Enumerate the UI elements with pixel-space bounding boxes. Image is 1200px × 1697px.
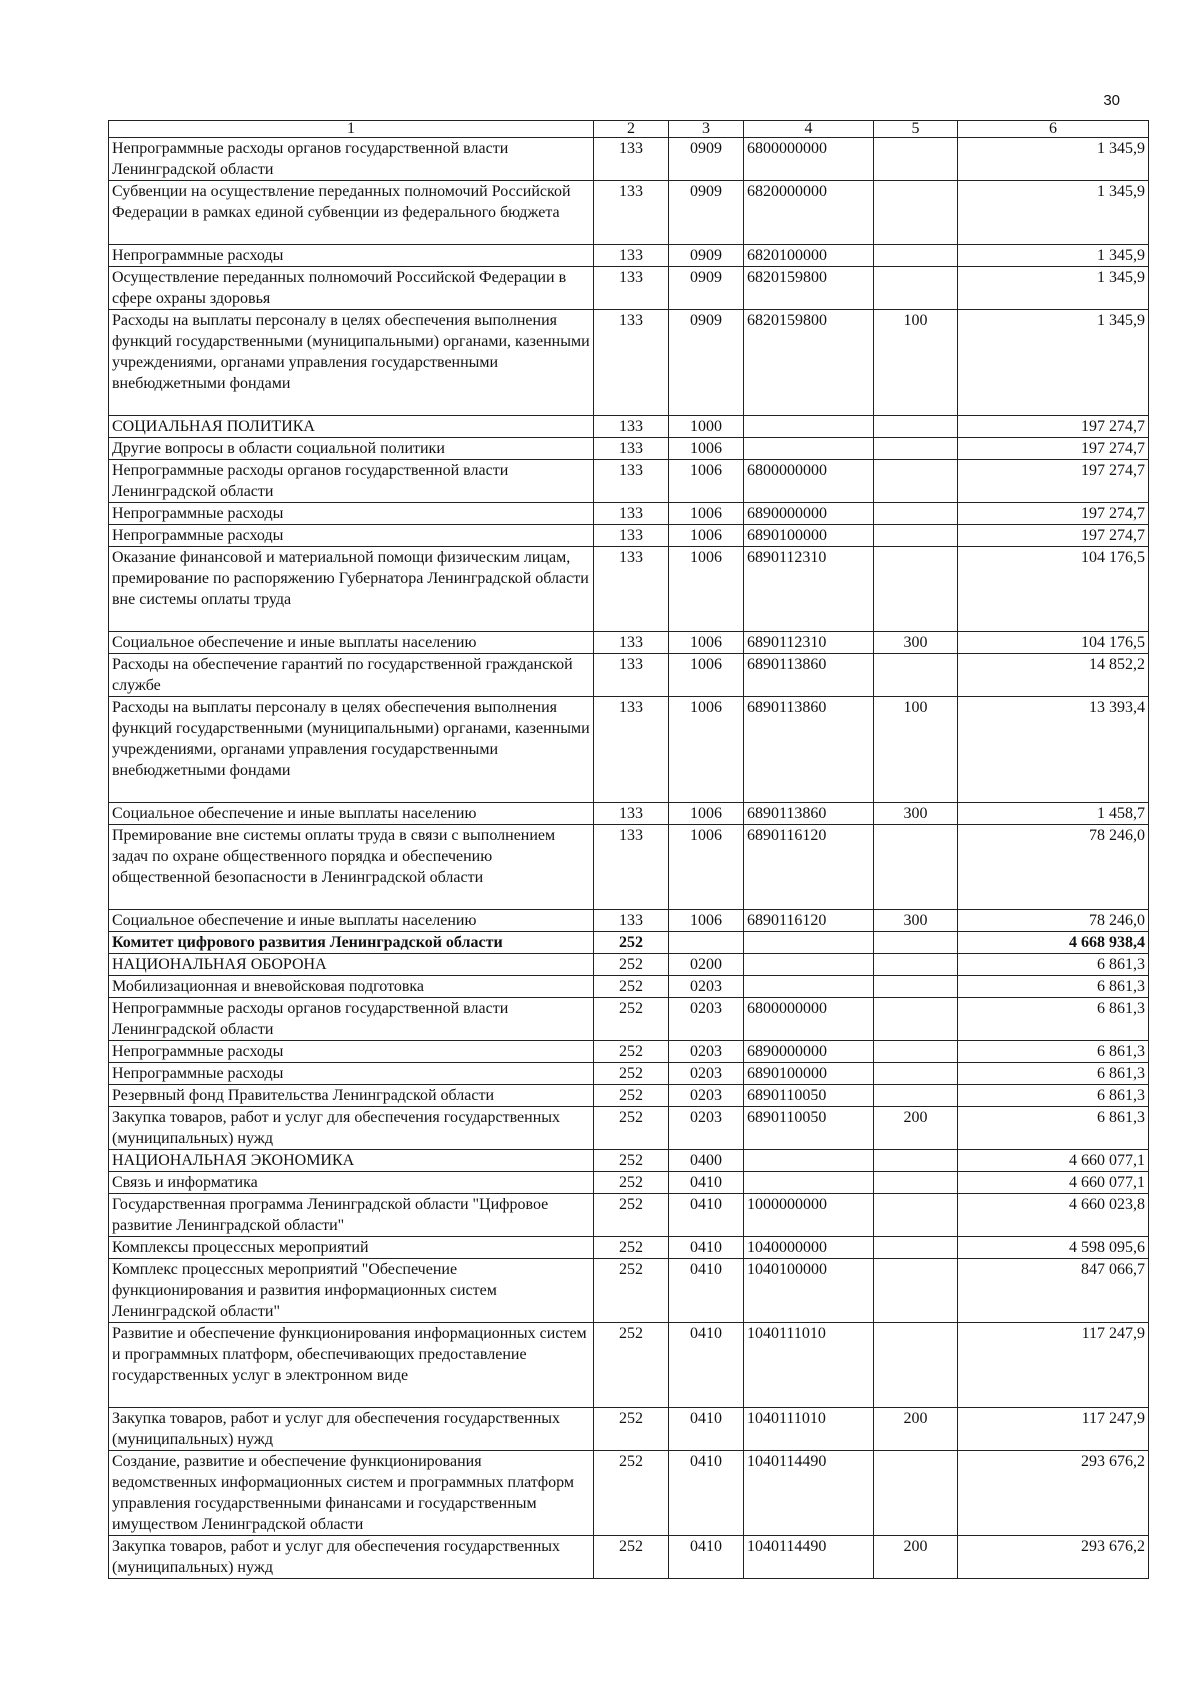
row-admin-code: 133: [594, 267, 669, 310]
column-header: 1: [109, 121, 594, 138]
table-row: [109, 1237, 1149, 1259]
row-admin-code: 252: [594, 1063, 669, 1085]
row-section-code: 0909: [669, 310, 744, 416]
row-admin-code: 252: [594, 976, 669, 998]
row-admin-code: 252: [594, 1536, 669, 1579]
row-section-code: 0410: [669, 1451, 744, 1536]
row-expense-type: [874, 460, 958, 503]
row-amount: 4 668 938,4: [958, 932, 1149, 954]
row-name: Мобилизационная и вневойсковая подготовка: [109, 976, 594, 998]
row-amount: 1 345,9: [958, 181, 1149, 245]
row-expense-type: [874, 654, 958, 697]
table-row: [109, 245, 1149, 267]
row-section-code: 0909: [669, 267, 744, 310]
row-section-code: 0203: [669, 1107, 744, 1150]
row-name: Государственная программа Ленинградской области "Цифровое развитие Ленинградской области": [109, 1194, 594, 1237]
row-name: Непрограммные расходы органов государственной власти Ленинградской области: [109, 138, 594, 181]
row-expense-type: 300: [874, 910, 958, 932]
row-section-code: 0410: [669, 1323, 744, 1408]
row-name: Расходы на выплаты персоналу в целях обеспечения выполнения функций государственными (муниципальными) органами, казенными учреждениями, органами управления государственными внебюджетными фондами: [109, 310, 594, 416]
row-target-article: 1040114490: [744, 1536, 874, 1579]
row-name: СОЦИАЛЬНАЯ ПОЛИТИКА: [109, 416, 594, 438]
row-section-code: 0203: [669, 1041, 744, 1063]
column-header: 4: [744, 121, 874, 138]
row-admin-code: 252: [594, 1259, 669, 1323]
row-amount: 104 176,5: [958, 547, 1149, 632]
table-row: [109, 525, 1149, 547]
row-amount: 13 393,4: [958, 697, 1149, 803]
row-section-code: 1006: [669, 525, 744, 547]
table-row: [109, 632, 1149, 654]
row-expense-type: 200: [874, 1408, 958, 1451]
row-section-code: 1006: [669, 503, 744, 525]
row-expense-type: [874, 1150, 958, 1172]
row-name: Непрограммные расходы: [109, 503, 594, 525]
row-target-article: 6890100000: [744, 525, 874, 547]
row-target-article: 6890112310: [744, 632, 874, 654]
row-name: Закупка товаров, работ и услуг для обеспечения государственных (муниципальных) нужд: [109, 1536, 594, 1579]
row-expense-type: [874, 1451, 958, 1536]
table-row: [109, 416, 1149, 438]
row-target-article: 6820100000: [744, 245, 874, 267]
row-expense-type: 100: [874, 310, 958, 416]
row-expense-type: [874, 438, 958, 460]
row-amount: 847 066,7: [958, 1259, 1149, 1323]
row-admin-code: 252: [594, 1408, 669, 1451]
row-admin-code: 133: [594, 525, 669, 547]
row-admin-code: 252: [594, 1451, 669, 1536]
row-amount: 6 861,3: [958, 1107, 1149, 1150]
row-expense-type: [874, 825, 958, 910]
row-section-code: 0909: [669, 181, 744, 245]
row-expense-type: [874, 1237, 958, 1259]
row-admin-code: 252: [594, 954, 669, 976]
row-admin-code: 133: [594, 438, 669, 460]
row-section-code: 0410: [669, 1194, 744, 1237]
row-target-article: [744, 932, 874, 954]
row-expense-type: [874, 998, 958, 1041]
row-target-article: 6820159800: [744, 267, 874, 310]
row-target-article: 6800000000: [744, 138, 874, 181]
row-admin-code: 133: [594, 654, 669, 697]
budget-table: [108, 120, 1149, 1579]
row-section-code: 0410: [669, 1259, 744, 1323]
row-name: Развитие и обеспечение функционирования информационных систем и программных платформ, обеспечивающих предоставление государственных услуг в электронном виде: [109, 1323, 594, 1408]
row-name: Непрограммные расходы: [109, 1063, 594, 1085]
row-target-article: 6890116120: [744, 825, 874, 910]
row-amount: 14 852,2: [958, 654, 1149, 697]
table-row: [109, 1085, 1149, 1107]
row-expense-type: [874, 1063, 958, 1085]
row-admin-code: 252: [594, 932, 669, 954]
row-expense-type: [874, 1172, 958, 1194]
table-row: [109, 547, 1149, 632]
row-amount: 1 345,9: [958, 245, 1149, 267]
row-target-article: [744, 954, 874, 976]
row-expense-type: [874, 1041, 958, 1063]
row-amount: 1 345,9: [958, 310, 1149, 416]
row-admin-code: 133: [594, 503, 669, 525]
row-section-code: 1006: [669, 460, 744, 503]
row-section-code: 0203: [669, 1085, 744, 1107]
table-row: [109, 1107, 1149, 1150]
row-amount: 6 861,3: [958, 1085, 1149, 1107]
row-amount: 197 274,7: [958, 503, 1149, 525]
row-target-article: 1000000000: [744, 1194, 874, 1237]
row-name: Создание, развитие и обеспечение функционирования ведомственных информационных систем и программных платформ управления государственными финансами и государственным имуществом Ленинградской области: [109, 1451, 594, 1536]
row-amount: 78 246,0: [958, 825, 1149, 910]
row-admin-code: 133: [594, 181, 669, 245]
row-amount: 104 176,5: [958, 632, 1149, 654]
row-amount: 197 274,7: [958, 416, 1149, 438]
row-amount: 117 247,9: [958, 1323, 1149, 1408]
row-target-article: [744, 438, 874, 460]
row-admin-code: 252: [594, 1194, 669, 1237]
table-row: [109, 1451, 1149, 1536]
table-row: [109, 1063, 1149, 1085]
table-row: [109, 1150, 1149, 1172]
row-name: НАЦИОНАЛЬНАЯ ЭКОНОМИКА: [109, 1150, 594, 1172]
row-expense-type: [874, 1085, 958, 1107]
row-name: Социальное обеспечение и иные выплаты населению: [109, 632, 594, 654]
row-target-article: [744, 416, 874, 438]
row-expense-type: [874, 416, 958, 438]
row-admin-code: 133: [594, 825, 669, 910]
row-admin-code: 252: [594, 1237, 669, 1259]
row-section-code: 0410: [669, 1536, 744, 1579]
row-section-code: 1006: [669, 632, 744, 654]
table-row: [109, 803, 1149, 825]
table-row: [109, 1172, 1149, 1194]
row-expense-type: 300: [874, 803, 958, 825]
table-row: [109, 1259, 1149, 1323]
row-admin-code: 133: [594, 416, 669, 438]
row-expense-type: [874, 503, 958, 525]
row-expense-type: 300: [874, 632, 958, 654]
row-target-article: 6890113860: [744, 697, 874, 803]
row-target-article: 6890100000: [744, 1063, 874, 1085]
row-expense-type: [874, 1194, 958, 1237]
row-amount: 4 660 077,1: [958, 1172, 1149, 1194]
row-expense-type: [874, 954, 958, 976]
row-amount: 197 274,7: [958, 525, 1149, 547]
row-expense-type: 200: [874, 1107, 958, 1150]
row-section-code: [669, 932, 744, 954]
row-name: Непрограммные расходы органов государственной власти Ленинградской области: [109, 998, 594, 1041]
row-amount: 6 861,3: [958, 1041, 1149, 1063]
header-row: [109, 121, 1149, 138]
row-expense-type: [874, 245, 958, 267]
row-target-article: 6890110050: [744, 1085, 874, 1107]
row-target-article: 1040111010: [744, 1323, 874, 1408]
table-row: [109, 976, 1149, 998]
row-amount: 6 861,3: [958, 954, 1149, 976]
table-row: [109, 1323, 1149, 1408]
row-name: НАЦИОНАЛЬНАЯ ОБОРОНА: [109, 954, 594, 976]
row-admin-code: 133: [594, 460, 669, 503]
row-name: Другие вопросы в области социальной политики: [109, 438, 594, 460]
row-admin-code: 252: [594, 1041, 669, 1063]
row-admin-code: 133: [594, 245, 669, 267]
table-header: [109, 121, 1149, 138]
table-row: [109, 932, 1149, 954]
row-amount: 293 676,2: [958, 1451, 1149, 1536]
page-number: 30: [1103, 92, 1120, 109]
row-name: Комплексы процессных мероприятий: [109, 1237, 594, 1259]
row-name: Резервный фонд Правительства Ленинградской области: [109, 1085, 594, 1107]
row-target-article: 6890113860: [744, 803, 874, 825]
row-amount: 4 598 095,6: [958, 1237, 1149, 1259]
row-section-code: 0909: [669, 245, 744, 267]
table-row: [109, 998, 1149, 1041]
row-amount: 4 660 077,1: [958, 1150, 1149, 1172]
row-expense-type: [874, 525, 958, 547]
row-section-code: 1000: [669, 416, 744, 438]
row-target-article: 6890000000: [744, 503, 874, 525]
row-target-article: 1040000000: [744, 1237, 874, 1259]
row-expense-type: [874, 1259, 958, 1323]
row-name: Связь и информатика: [109, 1172, 594, 1194]
table-row: [109, 954, 1149, 976]
row-name: Непрограммные расходы органов государственной власти Ленинградской области: [109, 460, 594, 503]
row-name: Непрограммные расходы: [109, 245, 594, 267]
row-section-code: 1006: [669, 910, 744, 932]
row-section-code: 1006: [669, 438, 744, 460]
table-row: [109, 1041, 1149, 1063]
row-name: Социальное обеспечение и иные выплаты населению: [109, 803, 594, 825]
row-target-article: 1040114490: [744, 1451, 874, 1536]
row-amount: 1 458,7: [958, 803, 1149, 825]
row-admin-code: 133: [594, 803, 669, 825]
row-name: Непрограммные расходы: [109, 1041, 594, 1063]
row-target-article: 6800000000: [744, 998, 874, 1041]
row-name: Закупка товаров, работ и услуг для обеспечения государственных (муниципальных) нужд: [109, 1408, 594, 1451]
table-row: [109, 1408, 1149, 1451]
row-target-article: 6890110050: [744, 1107, 874, 1150]
row-name: Закупка товаров, работ и услуг для обеспечения государственных (муниципальных) нужд: [109, 1107, 594, 1150]
row-section-code: 1006: [669, 825, 744, 910]
row-name: Осуществление переданных полномочий Российской Федерации в сфере охраны здоровья: [109, 267, 594, 310]
row-expense-type: 100: [874, 697, 958, 803]
row-amount: 4 660 023,8: [958, 1194, 1149, 1237]
row-target-article: [744, 1150, 874, 1172]
row-section-code: 0200: [669, 954, 744, 976]
table-row: [109, 138, 1149, 181]
table-row: [109, 503, 1149, 525]
table-row: [109, 1194, 1149, 1237]
row-target-article: 6890000000: [744, 1041, 874, 1063]
row-expense-type: 200: [874, 1536, 958, 1579]
table-row: [109, 910, 1149, 932]
row-section-code: 0410: [669, 1237, 744, 1259]
row-section-code: 0410: [669, 1172, 744, 1194]
row-section-code: 0203: [669, 976, 744, 998]
row-amount: 117 247,9: [958, 1408, 1149, 1451]
row-section-code: 0410: [669, 1408, 744, 1451]
row-name: Расходы на выплаты персоналу в целях обеспечения выполнения функций государственными (муниципальными) органами, казенными учреждениями, органами управления государственными внебюджетными фондами: [109, 697, 594, 803]
row-expense-type: [874, 181, 958, 245]
column-header: 5: [874, 121, 958, 138]
row-target-article: 6820000000: [744, 181, 874, 245]
row-admin-code: 133: [594, 697, 669, 803]
row-admin-code: 133: [594, 910, 669, 932]
row-admin-code: 252: [594, 1150, 669, 1172]
table-row: [109, 460, 1149, 503]
table-row: [109, 1536, 1149, 1579]
table-row: [109, 697, 1149, 803]
row-target-article: 6820159800: [744, 310, 874, 416]
column-header: 6: [958, 121, 1149, 138]
table-row: [109, 181, 1149, 245]
table-row: [109, 267, 1149, 310]
row-amount: 6 861,3: [958, 976, 1149, 998]
row-amount: 78 246,0: [958, 910, 1149, 932]
row-section-code: 1006: [669, 697, 744, 803]
row-section-code: 1006: [669, 803, 744, 825]
table-row: [109, 825, 1149, 910]
row-section-code: 0909: [669, 138, 744, 181]
row-expense-type: [874, 932, 958, 954]
row-expense-type: [874, 1323, 958, 1408]
row-name: Премирование вне системы оплаты труда в связи с выполнением задач по охране общественного порядка и обеспечению общественной безопасности в Ленинградской области: [109, 825, 594, 910]
row-target-article: 6800000000: [744, 460, 874, 503]
row-name: Комплекс процессных мероприятий "Обеспечение функционирования и развития информационных систем Ленинградской области": [109, 1259, 594, 1323]
row-admin-code: 252: [594, 998, 669, 1041]
row-name: Субвенции на осуществление переданных полномочий Российской Федерации в рамках единой субвенции из федерального бюджета: [109, 181, 594, 245]
row-admin-code: 133: [594, 310, 669, 416]
row-section-code: 1006: [669, 654, 744, 697]
row-name: Социальное обеспечение и иные выплаты населению: [109, 910, 594, 932]
row-admin-code: 252: [594, 1172, 669, 1194]
row-amount: 197 274,7: [958, 438, 1149, 460]
row-section-code: 1006: [669, 547, 744, 632]
table-row: [109, 438, 1149, 460]
row-expense-type: [874, 547, 958, 632]
row-name: Расходы на обеспечение гарантий по государственной гражданской службе: [109, 654, 594, 697]
row-section-code: 0203: [669, 1063, 744, 1085]
row-target-article: 6890113860: [744, 654, 874, 697]
row-admin-code: 252: [594, 1323, 669, 1408]
row-target-article: 6890112310: [744, 547, 874, 632]
row-target-article: 1040111010: [744, 1408, 874, 1451]
row-name: Комитет цифрового развития Ленинградской области: [109, 932, 594, 954]
row-admin-code: 133: [594, 547, 669, 632]
row-name: Непрограммные расходы: [109, 525, 594, 547]
row-expense-type: [874, 267, 958, 310]
row-expense-type: [874, 976, 958, 998]
row-amount: 6 861,3: [958, 998, 1149, 1041]
row-amount: 1 345,9: [958, 267, 1149, 310]
row-amount: 293 676,2: [958, 1536, 1149, 1579]
row-section-code: 0400: [669, 1150, 744, 1172]
column-header: 3: [669, 121, 744, 138]
row-amount: 1 345,9: [958, 138, 1149, 181]
row-target-article: [744, 976, 874, 998]
row-expense-type: [874, 138, 958, 181]
row-amount: 6 861,3: [958, 1063, 1149, 1085]
row-target-article: 1040100000: [744, 1259, 874, 1323]
row-target-article: 6890116120: [744, 910, 874, 932]
row-name: Оказание финансовой и материальной помощи физическим лицам, премирование по распоряжению Губернатора Ленинградской области вне системы оплаты труда: [109, 547, 594, 632]
table-row: [109, 310, 1149, 416]
table-body: [109, 138, 1149, 1579]
row-admin-code: 252: [594, 1107, 669, 1150]
row-section-code: 0203: [669, 998, 744, 1041]
column-header: 2: [594, 121, 669, 138]
row-admin-code: 133: [594, 138, 669, 181]
row-target-article: [744, 1172, 874, 1194]
row-amount: 197 274,7: [958, 460, 1149, 503]
row-admin-code: 252: [594, 1085, 669, 1107]
table-row: [109, 654, 1149, 697]
row-admin-code: 133: [594, 632, 669, 654]
